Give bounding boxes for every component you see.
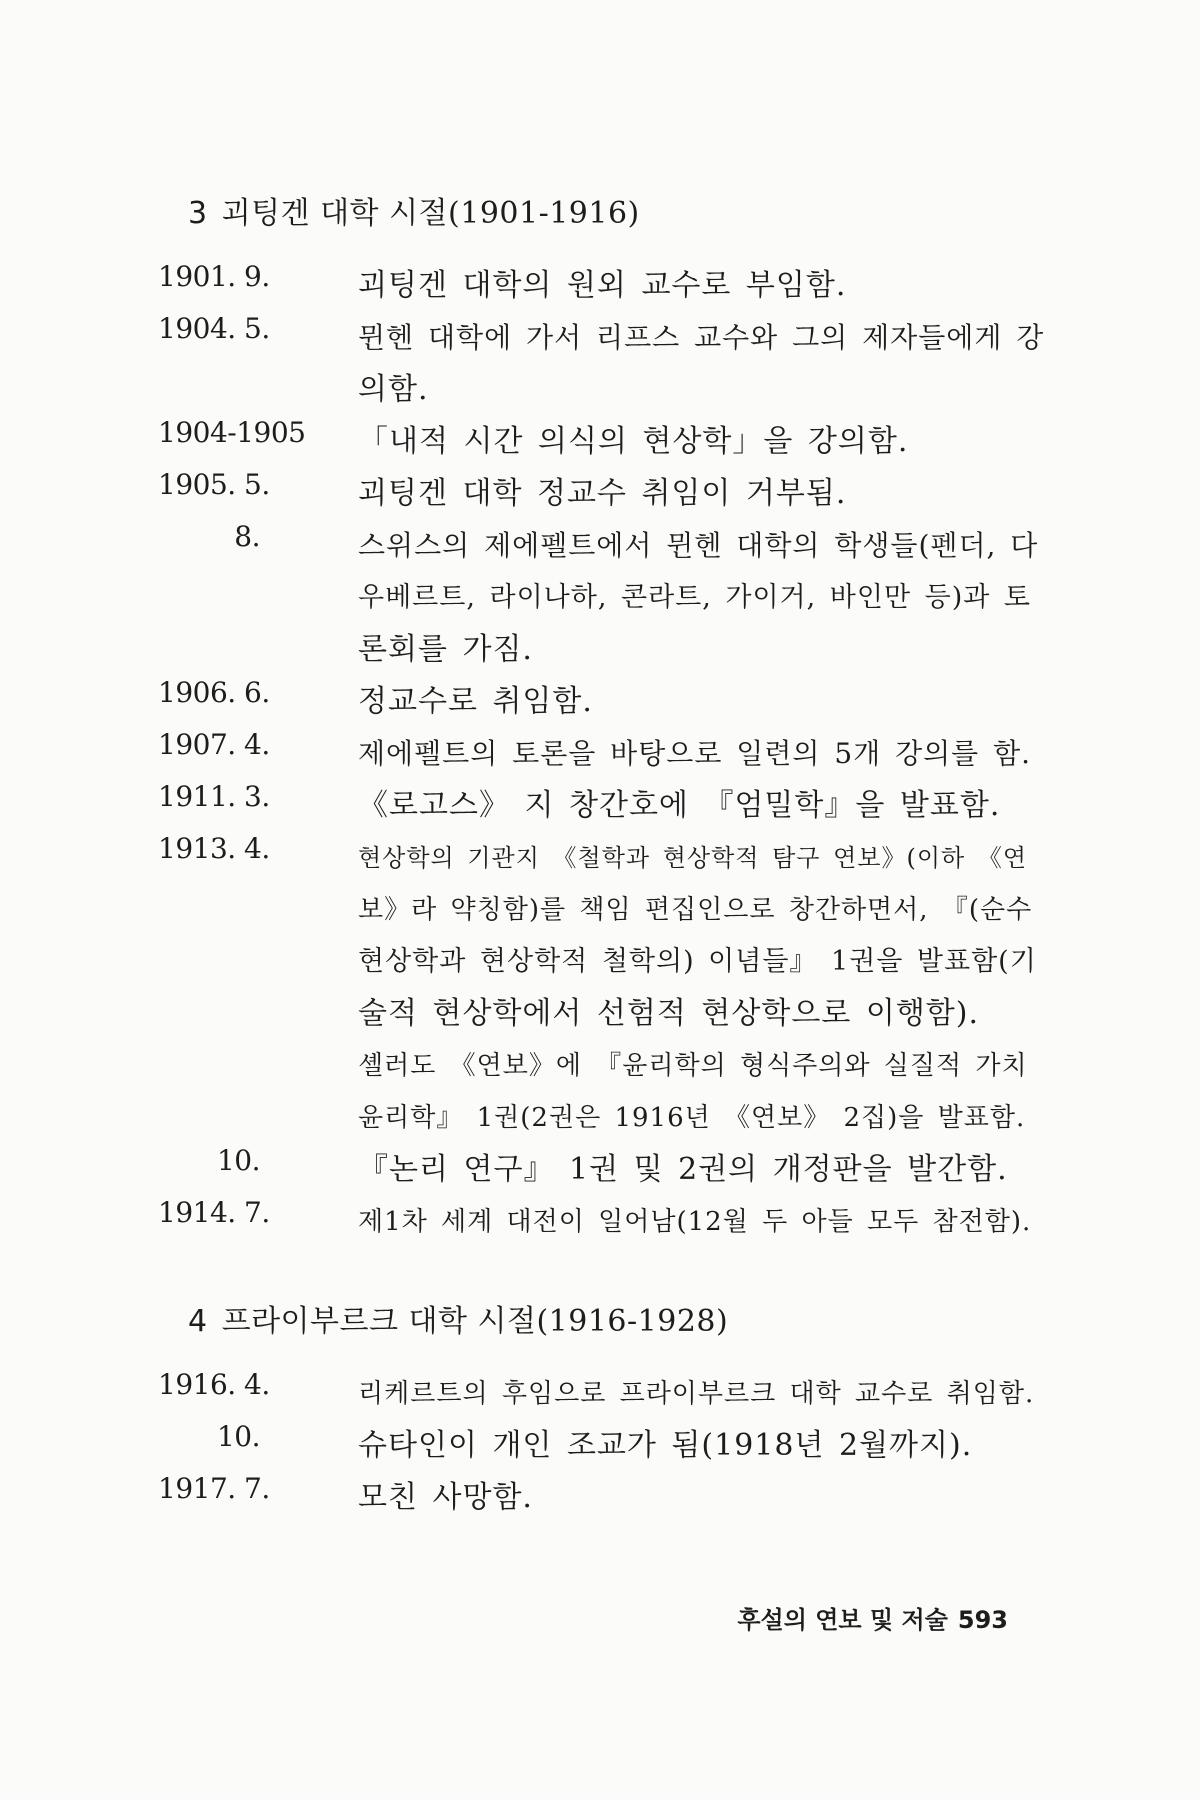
section-title: 프라이부르크 대학 시절(1916-1928): [221, 1304, 729, 1339]
entry-date: 10.: [216, 1144, 260, 1177]
entry-line: 술적 현상학에서 선험적 현상학으로 이행함).: [358, 996, 980, 1031]
entry-line: 보》라 약칭함)를 책임 편집인으로 창간하면서, 『(순수: [358, 895, 1033, 925]
page-number: 593: [957, 1606, 1008, 1634]
entry-line: 『논리 연구』 1권 및 2권의 개정판을 발간함.: [358, 1152, 1008, 1187]
section-title: 괴팅겐 대학 시절(1901-1916): [221, 196, 640, 231]
footer-title: 후설의 연보 및 저술: [737, 1606, 948, 1634]
entry-date: 1906. 6.: [158, 676, 270, 709]
entry-date: 1911. 3.: [158, 780, 270, 813]
entry-line: 괴팅겐 대학 정교수 취임이 거부됨.: [358, 476, 847, 511]
entry-line: 우베르트, 라이나하, 콘라트, 가이거, 바인만 등)과 토: [358, 582, 1031, 613]
entry-text: [358, 676, 1048, 728]
entry-line: 슈타인이 개인 조교가 됨(1918년 2월까지).: [358, 1428, 973, 1463]
entry-line: 「내적 시간 의식의 현상학」을 강의함.: [358, 424, 909, 459]
entry-line: 괴팅겐 대학의 원외 교수로 부임함.: [358, 268, 847, 303]
entry-line: 스위스의 제에펠트에서 뮌헨 대학의 학생들(펜더, 다: [358, 529, 1039, 562]
entry-line: 《로고스》 지 창간호에 『엄밀학』을 발표함.: [358, 788, 1001, 823]
entry-text: [358, 780, 1048, 832]
entry-date: 1914. 7.: [158, 1196, 270, 1229]
section-number: 4: [188, 1304, 208, 1339]
entry-date: 1904. 5.: [158, 312, 270, 345]
entry-line: 윤리학』 1권(2권은 1916년 《연보》 2집)을 발표함.: [358, 1103, 1026, 1133]
entry-date: 1904-1905: [158, 416, 306, 449]
entry-date: 1905. 5.: [158, 468, 270, 501]
section-number: 3: [188, 196, 208, 231]
entry-date: 1907. 4.: [158, 728, 270, 761]
entry-line: 현상학과 현상학적 철학의) 이념들』 1권을 발표함(기: [358, 946, 1037, 977]
entry-text: [358, 416, 1048, 468]
entry-text: [358, 520, 1048, 676]
entry-line: 의함.: [358, 372, 429, 407]
entry-line: 셸러도 《연보》에 『윤리학의 형식주의와 실질적 가치: [358, 1051, 1028, 1081]
section-heading: [188, 188, 640, 232]
entry-date: 1901. 9.: [158, 260, 270, 293]
entry-text: [358, 468, 1048, 520]
entry-text: [358, 1368, 1048, 1420]
entry-text: [358, 1420, 1048, 1472]
entry-date: 1916. 4.: [158, 1368, 270, 1401]
entry-text: [358, 1144, 1048, 1196]
entry-date: 1913. 4.: [158, 832, 270, 865]
entry-date: 8.: [234, 520, 260, 553]
entry-line: 리케르트의 후임으로 프라이부르크 대학 교수로 취임함.: [358, 1379, 1035, 1409]
entry-text: [358, 260, 1048, 312]
entry-line: 현상학의 기관지 《철학과 현상학적 탐구 연보》(이하 《연: [358, 844, 1027, 872]
entry-text: [358, 1196, 1048, 1248]
entry-line: 론회를 가짐.: [358, 632, 533, 667]
entry-date: 10.: [216, 1420, 260, 1453]
entry-line: 정교수로 취임함.: [358, 684, 593, 719]
section-heading: [188, 1296, 728, 1340]
entry-text: [358, 312, 1048, 416]
running-footer: [737, 1600, 1008, 1635]
entry-line: 제1차 세계 대전이 일어남(12월 두 아들 모두 참전함).: [358, 1207, 1032, 1237]
entry-line: 모친 사망함.: [358, 1480, 533, 1515]
entry-text: [358, 1472, 1048, 1524]
entry-line: 뮌헨 대학에 가서 리프스 교수와 그의 제자들에게 강: [358, 321, 1045, 354]
entry-text: [358, 832, 1048, 1144]
entry-line: 제에펠트의 토론을 바탕으로 일련의 5개 강의를 함.: [358, 737, 1032, 770]
entry-date: 1917. 7.: [158, 1472, 270, 1505]
entry-text: [358, 728, 1048, 780]
